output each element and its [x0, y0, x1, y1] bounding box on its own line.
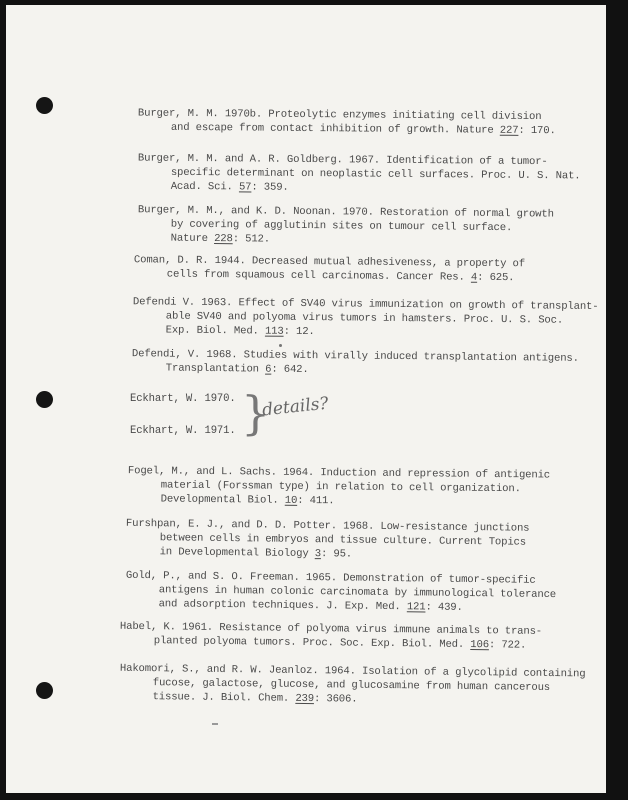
entry-line	[166, 363, 309, 377]
entry-line: fucose, galactose, glucose, and glucosamine from human cancerous	[152, 677, 551, 694]
entry-line: material (Forssman type) in relation to cell organization.	[160, 479, 521, 496]
entry-text: : 512.	[232, 233, 271, 246]
entry-text: : 95.	[320, 548, 353, 561]
entry-line	[166, 325, 315, 339]
entry-line	[159, 598, 463, 614]
entry-line	[171, 181, 289, 194]
entry-line: able SV40 and polyoma virus tumors in hamsters. Proc. U. S. Soc.	[165, 310, 564, 327]
entry-line: specific determinant on neoplastic cell surfaces. Proc. U. S. Nat.	[170, 166, 581, 183]
entry-line	[154, 635, 527, 652]
entry-line: Burger, M. M. and A. R. Goldberg. 1967. Identification of a tumor-	[137, 152, 548, 169]
reference-entry	[6, 568, 606, 614]
entry-text: tissue. J. Biol. Chem.	[152, 691, 296, 705]
volume-number: 113	[264, 325, 284, 338]
entry-text: : 439.	[425, 601, 463, 614]
reference-entry	[6, 464, 606, 508]
entry-line: Eckhart, W. 1971.	[130, 425, 236, 437]
reference-entry	[6, 295, 606, 339]
entry-text: : 359.	[251, 181, 289, 194]
entry-text: and adsorption techniques. J. Exp. Med.	[158, 598, 407, 614]
punch-hole-middle	[36, 391, 53, 408]
entry-line: by covering of agglutinin sites on tumour cell surface.	[170, 218, 513, 235]
reference-entry	[6, 619, 606, 652]
reference-entry	[6, 106, 606, 138]
entry-line	[153, 691, 358, 706]
entry-text: : 625.	[477, 271, 515, 285]
entry-line	[160, 546, 353, 561]
reference-entry	[6, 151, 606, 194]
entry-line	[167, 269, 515, 285]
stray-mark	[212, 723, 218, 725]
volume-number: 121	[406, 601, 426, 614]
volume-number: 227	[499, 124, 519, 137]
volume-number: 106	[470, 639, 490, 652]
entry-text: : 411.	[297, 494, 335, 508]
entry-line	[171, 122, 556, 138]
handwritten-brace: }	[241, 386, 271, 440]
punch-hole-top	[36, 97, 53, 114]
volume-number: 228	[214, 233, 233, 246]
entry-text: Exp. Biol. Med.	[165, 324, 266, 338]
entry-text: : 170.	[518, 124, 556, 138]
entry-text: : 642.	[271, 363, 309, 377]
entry-text: planted polyoma tumors. Proc. Soc. Exp. Biol. Med.	[153, 635, 471, 652]
entry-line: Coman, D. R. 1944. Decreased mutual adhesiveness, a property of	[133, 254, 526, 271]
reference-entry	[6, 661, 606, 706]
entry-line: Habel, K. 1961. Resistance of polyoma virus immune animals to trans-	[119, 620, 543, 638]
punch-hole-bottom	[36, 682, 53, 699]
entry-line: Defendi, V. 1968. Studies with virally induced transplantation antigens.	[131, 348, 579, 365]
volume-number: 10	[284, 494, 298, 507]
entry-text: : 3606.	[313, 693, 358, 706]
volume-number: 57	[238, 181, 252, 194]
entry-text: Acad. Sci.	[170, 180, 240, 194]
entry-line	[171, 233, 270, 246]
entry-text: : 12.	[283, 325, 315, 339]
reference-entry	[6, 347, 606, 377]
entry-line: between cells in embryos and tissue culture. Current Topics	[159, 532, 527, 549]
entry-line: Hakomori, S., and R. W. Jeanloz. 1964. Isolation of a glycolipid containing	[119, 662, 586, 681]
volume-number: 6	[265, 363, 272, 376]
entry-text: : 722.	[488, 639, 527, 652]
entry-line: Defendi V. 1963. Effect of SV40 virus immunization on growth of transplant-	[132, 296, 599, 314]
volume-number: 239	[295, 692, 315, 706]
entry-line: Fogel, M., and L. Sachs. 1964. Induction and repression of antigenic	[127, 465, 551, 482]
entry-line: antigens in human colonic carcinomata by immunological tolerance	[158, 584, 557, 602]
entry-text: Developmental Biol.	[160, 493, 285, 507]
handwritten-note: details?	[261, 393, 330, 421]
volume-number: 3	[314, 548, 322, 561]
reference-entry	[6, 203, 606, 246]
entry-text: and escape from contact inhibition of growth. Nature	[170, 121, 500, 137]
entry-line: Burger, M. M. 1970b. Proteolytic enzymes initiating cell division	[137, 107, 542, 124]
entry-line: Burger, M. M., and K. D. Noonan. 1970. Restoration of normal growth	[137, 204, 554, 221]
document-page	[6, 5, 606, 793]
entry-line: Furshpan, E. J., and D. D. Potter. 1968. Low-resistance junctions	[125, 517, 530, 535]
reference-entry	[6, 253, 606, 285]
volume-number: 4	[470, 271, 478, 284]
entry-text: Transplantation	[165, 362, 266, 376]
entry-line	[161, 493, 335, 507]
entry-line: Eckhart, W. 1970.	[130, 393, 236, 405]
entry-text: in Developmental Biology	[159, 546, 315, 561]
entry-text: cells from squamous cell carcinomas. Cancer Res.	[166, 268, 472, 284]
entry-line: Gold, P., and S. O. Freeman. 1965. Demonstration of tumor-specific	[125, 569, 536, 587]
reference-entry	[6, 516, 606, 561]
entry-text: Nature	[170, 232, 215, 246]
pen-mark	[279, 344, 282, 347]
